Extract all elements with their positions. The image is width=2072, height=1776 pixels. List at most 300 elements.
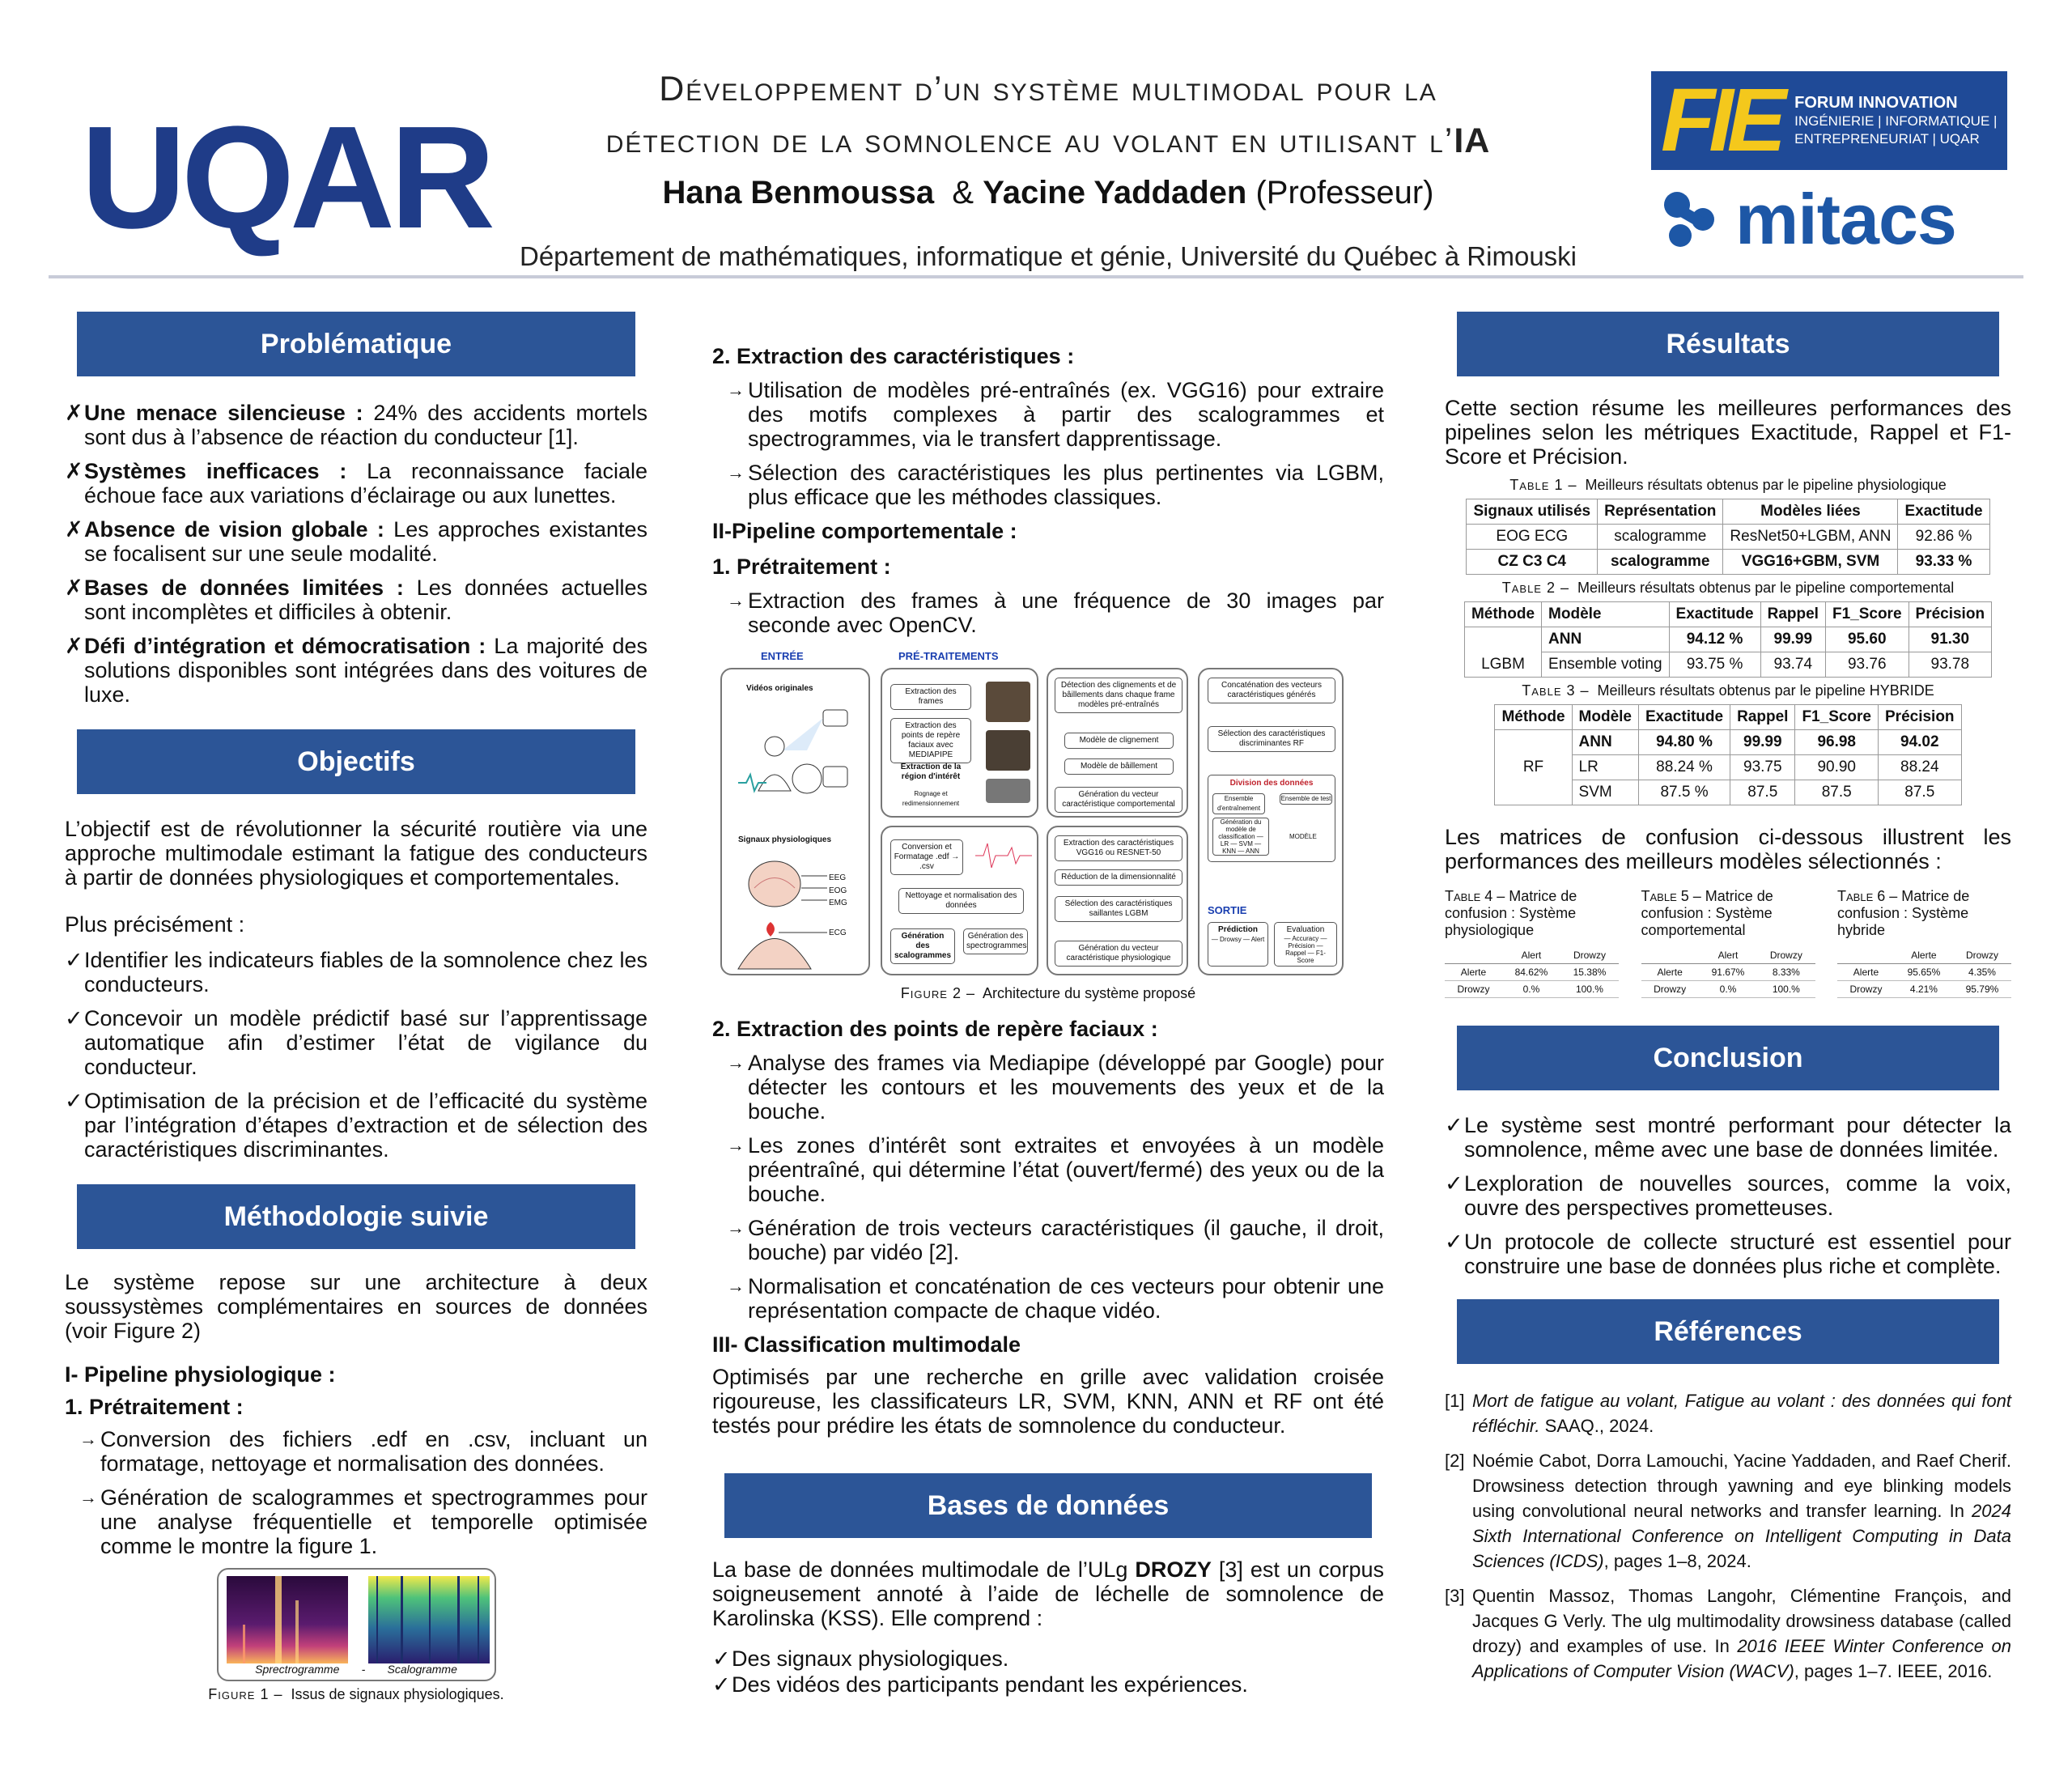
- table-cell: 4.35%: [1953, 964, 2011, 981]
- table-cell: ANN: [1542, 627, 1669, 652]
- list-item: [712, 1672, 1384, 1697]
- objectifs-list: [65, 948, 648, 1162]
- fig2-evaluation: Evaluation: [1286, 925, 1325, 934]
- reference-item: [1445, 1448, 2011, 1574]
- classification-title: III- Classification multimodale: [712, 1332, 1021, 1357]
- table-cell: Drowzy: [1560, 947, 1619, 964]
- section-title-resultats: Résultats: [1457, 312, 1999, 376]
- col-header: Précision: [1879, 705, 1962, 730]
- signal-wave-icon: [975, 839, 1032, 872]
- ref-authors: Noémie Cabot, Dorra Lamouchi, Yacine Yaddaden, and Raef Cherif. Drowsiness detection through yawning and eye blinking models using convolutional neural networks and transfer learning. In: [1472, 1451, 2011, 1521]
- fig2-division-box: [1208, 775, 1335, 862]
- confusion-matrix-2: [1641, 888, 1815, 998]
- table-cell: 88.24 %: [1639, 755, 1730, 780]
- cross-icon: ✗: [65, 634, 83, 658]
- table-cell: 99.99: [1730, 730, 1795, 755]
- check-icon: ✓: [1445, 1171, 1463, 1196]
- figure-1-caption: [65, 1686, 648, 1703]
- list-item: [712, 588, 1384, 637]
- table-cell: LGBM: [1464, 627, 1541, 678]
- column-left: [65, 312, 648, 1708]
- col-header: F1_Score: [1795, 705, 1879, 730]
- poster-header: [469, 63, 1627, 272]
- author-sep: &: [952, 175, 974, 210]
- section-title-methodologie: Méthodologie suivie: [77, 1184, 635, 1249]
- ref-num: [3]: [1445, 1586, 1465, 1606]
- objectifs-precisement: Plus précisément :: [65, 912, 245, 937]
- confusion-matrices: [1445, 888, 2011, 998]
- table-cell: RF: [1495, 730, 1572, 805]
- caption-label: Table 6 –: [1837, 888, 1898, 904]
- table-cell: 91.30: [1909, 627, 1992, 652]
- list-item: [65, 401, 648, 449]
- fig2-gen-scal: Génération des scalogrammes: [890, 928, 955, 964]
- table-cell: 90.90: [1795, 755, 1879, 780]
- caption-label: Figure 1 –: [208, 1686, 283, 1702]
- poster-title-ia: IA: [1454, 121, 1491, 160]
- table-cell: [1641, 947, 1699, 964]
- table-cell: 93.76: [1825, 652, 1909, 678]
- poster-title-line1: Développement d’un système multimodal pour la: [659, 70, 1437, 108]
- item-text: Concevoir un modèle prédictif basé sur l’apprentissage automatique afin d’estimer l’état de vigilance du conducteur.: [84, 1006, 648, 1079]
- table-cell: EOG ECG: [1467, 525, 1598, 550]
- col-header: Signaux utilisés: [1467, 499, 1598, 525]
- pipeline-physio-title: I- Pipeline physiologique :: [65, 1362, 336, 1387]
- face-crops: [986, 779, 1030, 803]
- bdd-text: [712, 1557, 1384, 1630]
- check-icon: ✓: [712, 1672, 731, 1697]
- table-cell: 100.%: [1560, 981, 1619, 998]
- item-bold: Systèmes inefficaces :: [84, 459, 347, 483]
- fig2-prediction-box: [1208, 922, 1268, 967]
- column-middle: [712, 344, 1384, 1706]
- fig2-physio-features: [1047, 826, 1188, 975]
- item-text: Extraction des frames à une fréquence de 30 images par seconde avec OpenCV.: [748, 588, 1384, 637]
- table-header: [1467, 499, 1989, 525]
- list-item: [712, 1274, 1384, 1323]
- fig2-conversion: Conversion et Formatage .edf → .csv: [890, 839, 963, 875]
- ref-title: Mort de fatigue au volant, Fatigue au volant : des données qui font réfléchir.: [1472, 1391, 2011, 1436]
- arrow-icon: →: [79, 1429, 97, 1449]
- table-cell: scalogramme: [1598, 550, 1723, 575]
- col-header: Modèle: [1542, 602, 1669, 627]
- table-cell: 93.74: [1760, 652, 1825, 678]
- item-text: Génération de trois vecteurs caractéristiques (il gauche, il droit, bouche) par vidéo [2].: [748, 1216, 1384, 1264]
- figure-1: [217, 1568, 496, 1681]
- list-item: [712, 378, 1384, 451]
- item-bold: Bases de données limitées :: [84, 576, 404, 600]
- item-bold: Défi d’intégration et démocratisation :: [84, 634, 486, 658]
- fig2-modele: MODÈLE: [1289, 833, 1317, 840]
- table-cell: 84.62%: [1502, 964, 1560, 981]
- pretraitement-comp-list: [712, 588, 1384, 637]
- table-cell: Alert: [1502, 947, 1560, 964]
- col-header: Exactitude: [1898, 499, 1989, 525]
- table-cell: Alert: [1699, 947, 1757, 964]
- list-item: [1445, 1113, 2011, 1162]
- figure-1-label-right: Scalogramme: [387, 1663, 457, 1676]
- pretraitement-comp-title: 1. Prétraitement :: [712, 554, 891, 579]
- caption-label: Table 4 –: [1445, 888, 1505, 904]
- fig2-gen-vect-phys: Génération du vecteur caractéristique physiologique: [1055, 941, 1182, 967]
- item-text: La reconnaissance faciale échoue face aux variations d’éclairage ou aux lunettes.: [84, 459, 648, 508]
- col-header: Rappel: [1730, 705, 1795, 730]
- caption-label: Figure 2 –: [900, 985, 976, 1001]
- fig2-videos: Vidéos originales: [746, 684, 813, 693]
- fig2-extraction-carac: Extraction des caractéristiques VGG16 ou RESNET-50: [1055, 835, 1182, 861]
- table-cell: 94.02: [1879, 730, 1962, 755]
- points-repere-list: [712, 1051, 1384, 1323]
- fig2-modele-clign: Modèle de clignement: [1064, 733, 1174, 749]
- fig2-concat: Concaténation des vecteurs caractéristiques générés: [1208, 678, 1335, 703]
- bdd-list: [712, 1646, 1384, 1697]
- references-list: [1445, 1388, 2011, 1684]
- table-cell: 87.5: [1879, 780, 1962, 805]
- arrow-icon: →: [727, 380, 745, 400]
- col-header: Exactitude: [1639, 705, 1730, 730]
- ref-num: [2]: [1445, 1451, 1465, 1471]
- scalogram-image: [368, 1576, 490, 1663]
- caption-text: Architecture du système proposé: [983, 985, 1196, 1001]
- item-text: Les zones d’intérêt sont extraites et envoyées à un modèle préentraîné, qui détermine l’état (ouvert/fermé) des yeux ou de la bouche.: [748, 1133, 1384, 1206]
- classification-text: Optimisés par une recherche en grille avec validation croisée rigoureuse, les classificateurs LR, SVM, KNN, ANN et RF ont été testés pour prédire les états de somnolence du conducteur.: [712, 1365, 1384, 1438]
- table-cell: [1837, 947, 1895, 964]
- table-cell: LR: [1572, 755, 1638, 780]
- table-cell: 87.5 %: [1639, 780, 1730, 805]
- table-cell: 15.38%: [1560, 964, 1619, 981]
- fig2-extraction-points: Extraction des points de repère faciaux avec MEDIAPIPE: [890, 718, 971, 763]
- objectifs-intro: L’objectif est de révolutionner la sécurité routière via une approche multimodale estimant la fatigue des conducteurs à partir de données physiologiques et comportementales.: [65, 817, 648, 890]
- table-2: [1464, 601, 1992, 678]
- fig2-modele-baill: Modèle de bâillement: [1064, 758, 1174, 775]
- fig2-gen-modele: Génération du modèle de classification — LR — SVM — KNN — ANN: [1212, 818, 1269, 856]
- fig2-input-panel: [720, 668, 870, 975]
- fig2-gen-vect-comp: Génération du vecteur caractéristique comportemental: [1055, 787, 1182, 813]
- item-bold: Absence de vision globale :: [84, 517, 384, 542]
- cm-table: [1837, 947, 2011, 998]
- list-item: [712, 1216, 1384, 1264]
- caption-text: Matrice de confusion : Système physiologique: [1445, 888, 1577, 938]
- col-header: Représentation: [1598, 499, 1723, 525]
- table-cell: Drowzy: [1953, 947, 2011, 964]
- face-thumbnail-2: [986, 730, 1030, 771]
- table-cell: SVM: [1572, 780, 1638, 805]
- fig2-sortie: SORTIE: [1208, 904, 1247, 916]
- table-row: [1467, 550, 1989, 575]
- body-icon: [730, 852, 851, 973]
- arrow-icon: →: [79, 1487, 97, 1507]
- driver-icon: [734, 702, 856, 807]
- bdd-drozy: DROZY: [1135, 1557, 1212, 1582]
- item-text: Les approches existantes se focalisent sur une seule modalité.: [84, 517, 648, 566]
- problematique-list: [65, 401, 648, 707]
- fie-line1: FORUM INNOVATION: [1794, 93, 1958, 112]
- reference-item: [1445, 1388, 2011, 1438]
- check-icon: ✓: [1445, 1230, 1463, 1254]
- fig2-prediction: Prédiction: [1218, 925, 1258, 934]
- list-item: [65, 517, 648, 566]
- mitacs-mark-icon: [1659, 187, 1724, 252]
- caption-text: Meilleurs résultats obtenus par le pipeline comportemental: [1577, 580, 1955, 596]
- item-text: 24% des accidents mortels sont dus à l’absence de réaction du conducteur [1].: [84, 401, 648, 449]
- caption-text: Meilleurs résultats obtenus par le pipeline physiologique: [1585, 477, 1947, 493]
- item-text: Analyse des frames via Mediapipe (développé par Google) pour détecter les contours et les mouvements des yeux et de la bouche.: [748, 1051, 1384, 1124]
- caption-label: Table 2 –: [1501, 580, 1569, 596]
- list-item: [1445, 1230, 2011, 1278]
- fig2-video-preproc: [881, 668, 1038, 818]
- cm-caption: [1445, 888, 1619, 939]
- fig2-behav-features: [1047, 668, 1188, 818]
- table-cell: [1445, 947, 1502, 964]
- list-item: [65, 1485, 648, 1558]
- fig2-reduction: Réduction de la dimensionnalité: [1055, 869, 1182, 886]
- list-item: [65, 1427, 648, 1476]
- fig2-selection-sail: Sélection des caractéristiques saillantes LGBM: [1055, 896, 1182, 922]
- item-text: Les données actuelles sont incomplètes et difficiles à obtenir.: [84, 576, 648, 624]
- caption-text: Matrice de confusion : Système comportemental: [1641, 888, 1773, 938]
- table-row: [1467, 525, 1989, 550]
- check-icon: ✓: [65, 1006, 83, 1030]
- figure-2-caption: [712, 985, 1384, 1002]
- table-cell: scalogramme: [1598, 525, 1723, 550]
- fig2-evaluation-box: [1274, 922, 1337, 967]
- col-header: Modèles liées: [1723, 499, 1898, 525]
- extraction-title: 2. Extraction des caractéristiques :: [712, 344, 1075, 368]
- table-cell: 93.75 %: [1669, 652, 1760, 678]
- list-item: [712, 1646, 1384, 1671]
- table-cell: 87.5: [1730, 780, 1795, 805]
- check-icon: ✓: [65, 948, 83, 972]
- item-text: Lexploration de nouvelles sources, comme la voix, ouvre des perspectives prometteuses.: [1464, 1171, 2011, 1220]
- item-text: La majorité des solutions disponibles sont intégrées dans des voitures de luxe.: [84, 634, 648, 707]
- ref-rest: , pages 1–7. IEEE, 2016.: [1794, 1661, 1993, 1681]
- table-cell: 93.33 %: [1898, 550, 1989, 575]
- figure-1-label-left: Sprectrogramme: [255, 1663, 340, 1676]
- table-header: [1495, 705, 1961, 730]
- fig2-nettoyage: Nettoyage et normalisation des données: [898, 888, 1024, 914]
- section-title-conclusion: Conclusion: [1457, 1026, 1999, 1090]
- mitacs-word: mitacs: [1735, 179, 1956, 259]
- fig2-detection: Détection des clignements et de bâillements dans chaque frame modèles pré-entraînés: [1055, 678, 1182, 713]
- fie-mark: FIE: [1661, 70, 1781, 170]
- fig2-extraction-frames: Extraction des frames: [890, 684, 971, 710]
- list-item: [65, 576, 648, 624]
- ref-rest: , pages 1–8, 2024.: [1603, 1551, 1751, 1571]
- table-cell: 95.60: [1825, 627, 1909, 652]
- item-bold: Une menace silencieuse :: [84, 401, 363, 425]
- arrow-icon: →: [727, 590, 745, 610]
- table-cell: Alerte: [1837, 964, 1895, 981]
- cm-table: [1445, 947, 1619, 998]
- item-text: Des signaux physiologiques.: [732, 1646, 1009, 1671]
- item-text: Le système sest montré performant pour détecter la somnolence, même avec une base de données limitée.: [1464, 1113, 2011, 1162]
- fig2-ens-test: Ensemble de test: [1280, 793, 1332, 805]
- column-right: [1445, 312, 2011, 1693]
- section-title-problematique: Problématique: [77, 312, 635, 376]
- pretraitement-list: [65, 1427, 648, 1558]
- poster-title-line2: [469, 115, 1627, 167]
- caption-label: Table 5 –: [1641, 888, 1701, 904]
- conclusion-list: [1445, 1113, 2011, 1278]
- table-cell: 93.75: [1730, 755, 1795, 780]
- table-cell: Drowzy: [1837, 981, 1895, 998]
- table-cell: 94.80 %: [1639, 730, 1730, 755]
- fig2-selection-disc: Sélection des caractéristiques discriminantes RF: [1208, 726, 1335, 752]
- item-text: Génération de scalogrammes et spectrogrammes pour une analyse fréquentielle et temporelle optimisée comme le montre la figure 1.: [100, 1485, 648, 1558]
- table-cell: 0.%: [1502, 981, 1560, 998]
- item-text: Optimisation de la précision et de l’efficacité du système par l’intégration d’étapes d’extraction et de sélection des caractéristiques discriminantes.: [84, 1089, 648, 1162]
- fie-logo: [1651, 71, 2007, 170]
- ref-venue: 2024 Sixth International Conference on Intelligent Computing in Data Sciences (ICDS): [1472, 1501, 2011, 1571]
- list-item: [712, 1133, 1384, 1206]
- reference-item: [1445, 1583, 2011, 1684]
- table-cell: 92.86 %: [1898, 525, 1989, 550]
- poster-title-text: détection de la somnolence au volant en utilisant l’: [605, 121, 1454, 160]
- pipeline-comp-title: II-Pipeline comportementale :: [712, 519, 1017, 543]
- item-text: Des vidéos des participants pendant les expériences.: [732, 1672, 1248, 1697]
- item-text: Conversion des fichiers .edf en .csv, incluant un formatage, nettoyage et normalisation des données.: [100, 1427, 648, 1476]
- fig2-region: Extraction de la région d'intérêt: [900, 763, 962, 781]
- table-3: [1494, 704, 1961, 805]
- fig2-ecg: ECG: [829, 928, 847, 937]
- fig2-pretraitements: PRÉ-TRAITEMENTS: [898, 650, 999, 662]
- confusion-matrix-3: [1837, 888, 2011, 998]
- col-header: Précision: [1909, 602, 1992, 627]
- fig2-eval-items: — Accuracy — Précision — Rappel — F1-Score: [1284, 935, 1327, 964]
- section-title-bdd: Bases de données: [724, 1473, 1372, 1538]
- table-1: [1466, 499, 1989, 575]
- table-row: [1464, 652, 1991, 678]
- methodologie-intro: Le système repose sur une architecture à deux soussystèmes complémentaires en sources de données (voir Figure 2): [65, 1270, 648, 1343]
- arrow-icon: →: [727, 462, 745, 482]
- fig2-fusion-panel: [1198, 668, 1344, 975]
- check-icon: ✓: [712, 1646, 731, 1671]
- authors: [469, 172, 1627, 214]
- item-text: Sélection des caractéristiques les plus pertinentes via LGBM, plus efficace que les méthodes classiques.: [748, 461, 1384, 509]
- caption-label: Table 3 –: [1522, 682, 1590, 699]
- caption-text: Meilleurs résultats obtenus par le pipeline HYBRIDE: [1597, 682, 1934, 699]
- face-thumbnail-1: [986, 682, 1030, 722]
- fig2-rognage: Rognage et redimensionnement: [902, 790, 960, 807]
- item-text: Utilisation de modèles pré-entraînés (ex. VGG16) pour extraire des motifs complexes à partir des scalogrammes et spectrogrammes, via le transfert dapprentissage.: [748, 378, 1384, 451]
- col-header: Modèle: [1572, 705, 1638, 730]
- ref-num: [1]: [1445, 1391, 1465, 1411]
- table-cell: ResNet50+LGBM, ANN: [1723, 525, 1898, 550]
- table-cell: 87.5: [1795, 780, 1879, 805]
- table-3-caption: [1445, 682, 2011, 699]
- check-icon: ✓: [1445, 1113, 1463, 1137]
- table-cell: 99.99: [1760, 627, 1825, 652]
- table-cell: 93.78: [1909, 652, 1992, 678]
- fig2-division: Division des données: [1229, 779, 1314, 788]
- spectrogram-image: [227, 1576, 348, 1663]
- list-item: [65, 459, 648, 508]
- list-item: [712, 461, 1384, 509]
- list-item: [712, 1051, 1384, 1124]
- cross-icon: ✗: [65, 517, 83, 542]
- extraction-list: [712, 378, 1384, 509]
- item-text: Identifier les indicateurs fiables de la somnolence chez les conducteurs.: [84, 948, 648, 996]
- bdd-text-pre: La base de données multimodale de l’ULg: [712, 1557, 1136, 1582]
- resultats-intro: Cette section résume les meilleures performances des pipelines selon les métriques Exactitude, Rappel et F1-Score et Précision.: [1445, 396, 2011, 469]
- check-icon: ✓: [65, 1089, 83, 1113]
- fie-line2: INGÉNIERIE | INFORMATIQUE |: [1794, 113, 1998, 129]
- fig2-physio-preproc: [881, 826, 1038, 975]
- fig2-eeg: EEG: [829, 873, 847, 882]
- author-1: Hana Benmoussa: [662, 175, 935, 210]
- fig2-signaux: Signaux physiologiques: [738, 835, 832, 844]
- table-cell: Ensemble voting: [1542, 652, 1669, 678]
- fig2-emg: EMG: [829, 899, 847, 907]
- list-item: [65, 1006, 648, 1079]
- table-2-caption: [1445, 580, 2011, 597]
- confusion-matrix-1: [1445, 888, 1619, 998]
- caption-text: Matrice de confusion : Système hybride: [1837, 888, 1970, 938]
- cm-table: [1641, 947, 1815, 998]
- caption-text: Issus de signaux physiologiques.: [291, 1686, 504, 1702]
- col-header: Méthode: [1464, 602, 1541, 627]
- table-cell: Alerte: [1895, 947, 1953, 964]
- cm-caption: [1837, 888, 2011, 939]
- list-item: [65, 948, 648, 996]
- table-row: [1495, 730, 1961, 755]
- ref-rest: SAAQ., 2024.: [1539, 1416, 1654, 1436]
- table-cell: 8.33%: [1757, 964, 1815, 981]
- fig2-ens-entr: Ensemble d'entraînement: [1212, 793, 1265, 814]
- col-header: Exactitude: [1669, 602, 1760, 627]
- cross-icon: ✗: [65, 401, 83, 425]
- section-title-objectifs: Objectifs: [77, 729, 635, 794]
- table-header: [1464, 602, 1991, 627]
- points-repere-title: 2. Extraction des points de repère faciaux :: [712, 1017, 1158, 1041]
- table-1-caption: [1445, 477, 2011, 494]
- uqar-logo: UQAR: [81, 96, 490, 259]
- fig2-entree: ENTRÉE: [761, 650, 804, 662]
- cm-intro: Les matrices de confusion ci-dessous illustrent les performances des meilleurs modèles sélectionnés :: [1445, 825, 2011, 873]
- table-cell: Drowzy: [1445, 981, 1502, 998]
- fig2-gen-spec: Génération des spectrogrammes: [963, 928, 1028, 954]
- figure-2: [720, 652, 1352, 975]
- table-cell: 91.67%: [1699, 964, 1757, 981]
- table-cell: 96.98: [1795, 730, 1879, 755]
- table-cell: CZ C3 C4: [1467, 550, 1598, 575]
- table-cell: 0.%: [1699, 981, 1757, 998]
- arrow-icon: →: [727, 1217, 745, 1238]
- arrow-icon: →: [727, 1276, 745, 1296]
- col-header: Rappel: [1760, 602, 1825, 627]
- cross-icon: ✗: [65, 576, 83, 600]
- ref-authors: Quentin Massoz, Thomas Langohr, Clémentine François, and Jacques G Verly. The ulg multimodality drowsiness database (called drozy) and examples of use. In: [1472, 1586, 2011, 1656]
- table-cell: 94.12 %: [1669, 627, 1760, 652]
- table-cell: Alerte: [1641, 964, 1699, 981]
- fie-line3: ENTREPRENEURIAT | UQAR: [1794, 130, 1980, 147]
- table-cell: 95.79%: [1953, 981, 2011, 998]
- fig2-eog: EOG: [829, 886, 847, 895]
- author-2-role: (Professeur): [1255, 175, 1434, 210]
- arrow-icon: →: [727, 1135, 745, 1155]
- table-cell: 100.%: [1757, 981, 1815, 998]
- cm-caption: [1641, 888, 1815, 939]
- list-item: [65, 1089, 648, 1162]
- table-cell: 4.21%: [1895, 981, 1953, 998]
- section-title-references: Références: [1457, 1299, 1999, 1364]
- header-divider: [49, 275, 2023, 278]
- table-cell: Alerte: [1445, 964, 1502, 981]
- col-header: Méthode: [1495, 705, 1572, 730]
- item-text: Normalisation et concaténation de ces vecteurs pour obtenir une représentation compacte de chaque vidéo.: [748, 1274, 1384, 1323]
- list-item: [65, 634, 648, 707]
- caption-label: Table 1 –: [1509, 477, 1577, 493]
